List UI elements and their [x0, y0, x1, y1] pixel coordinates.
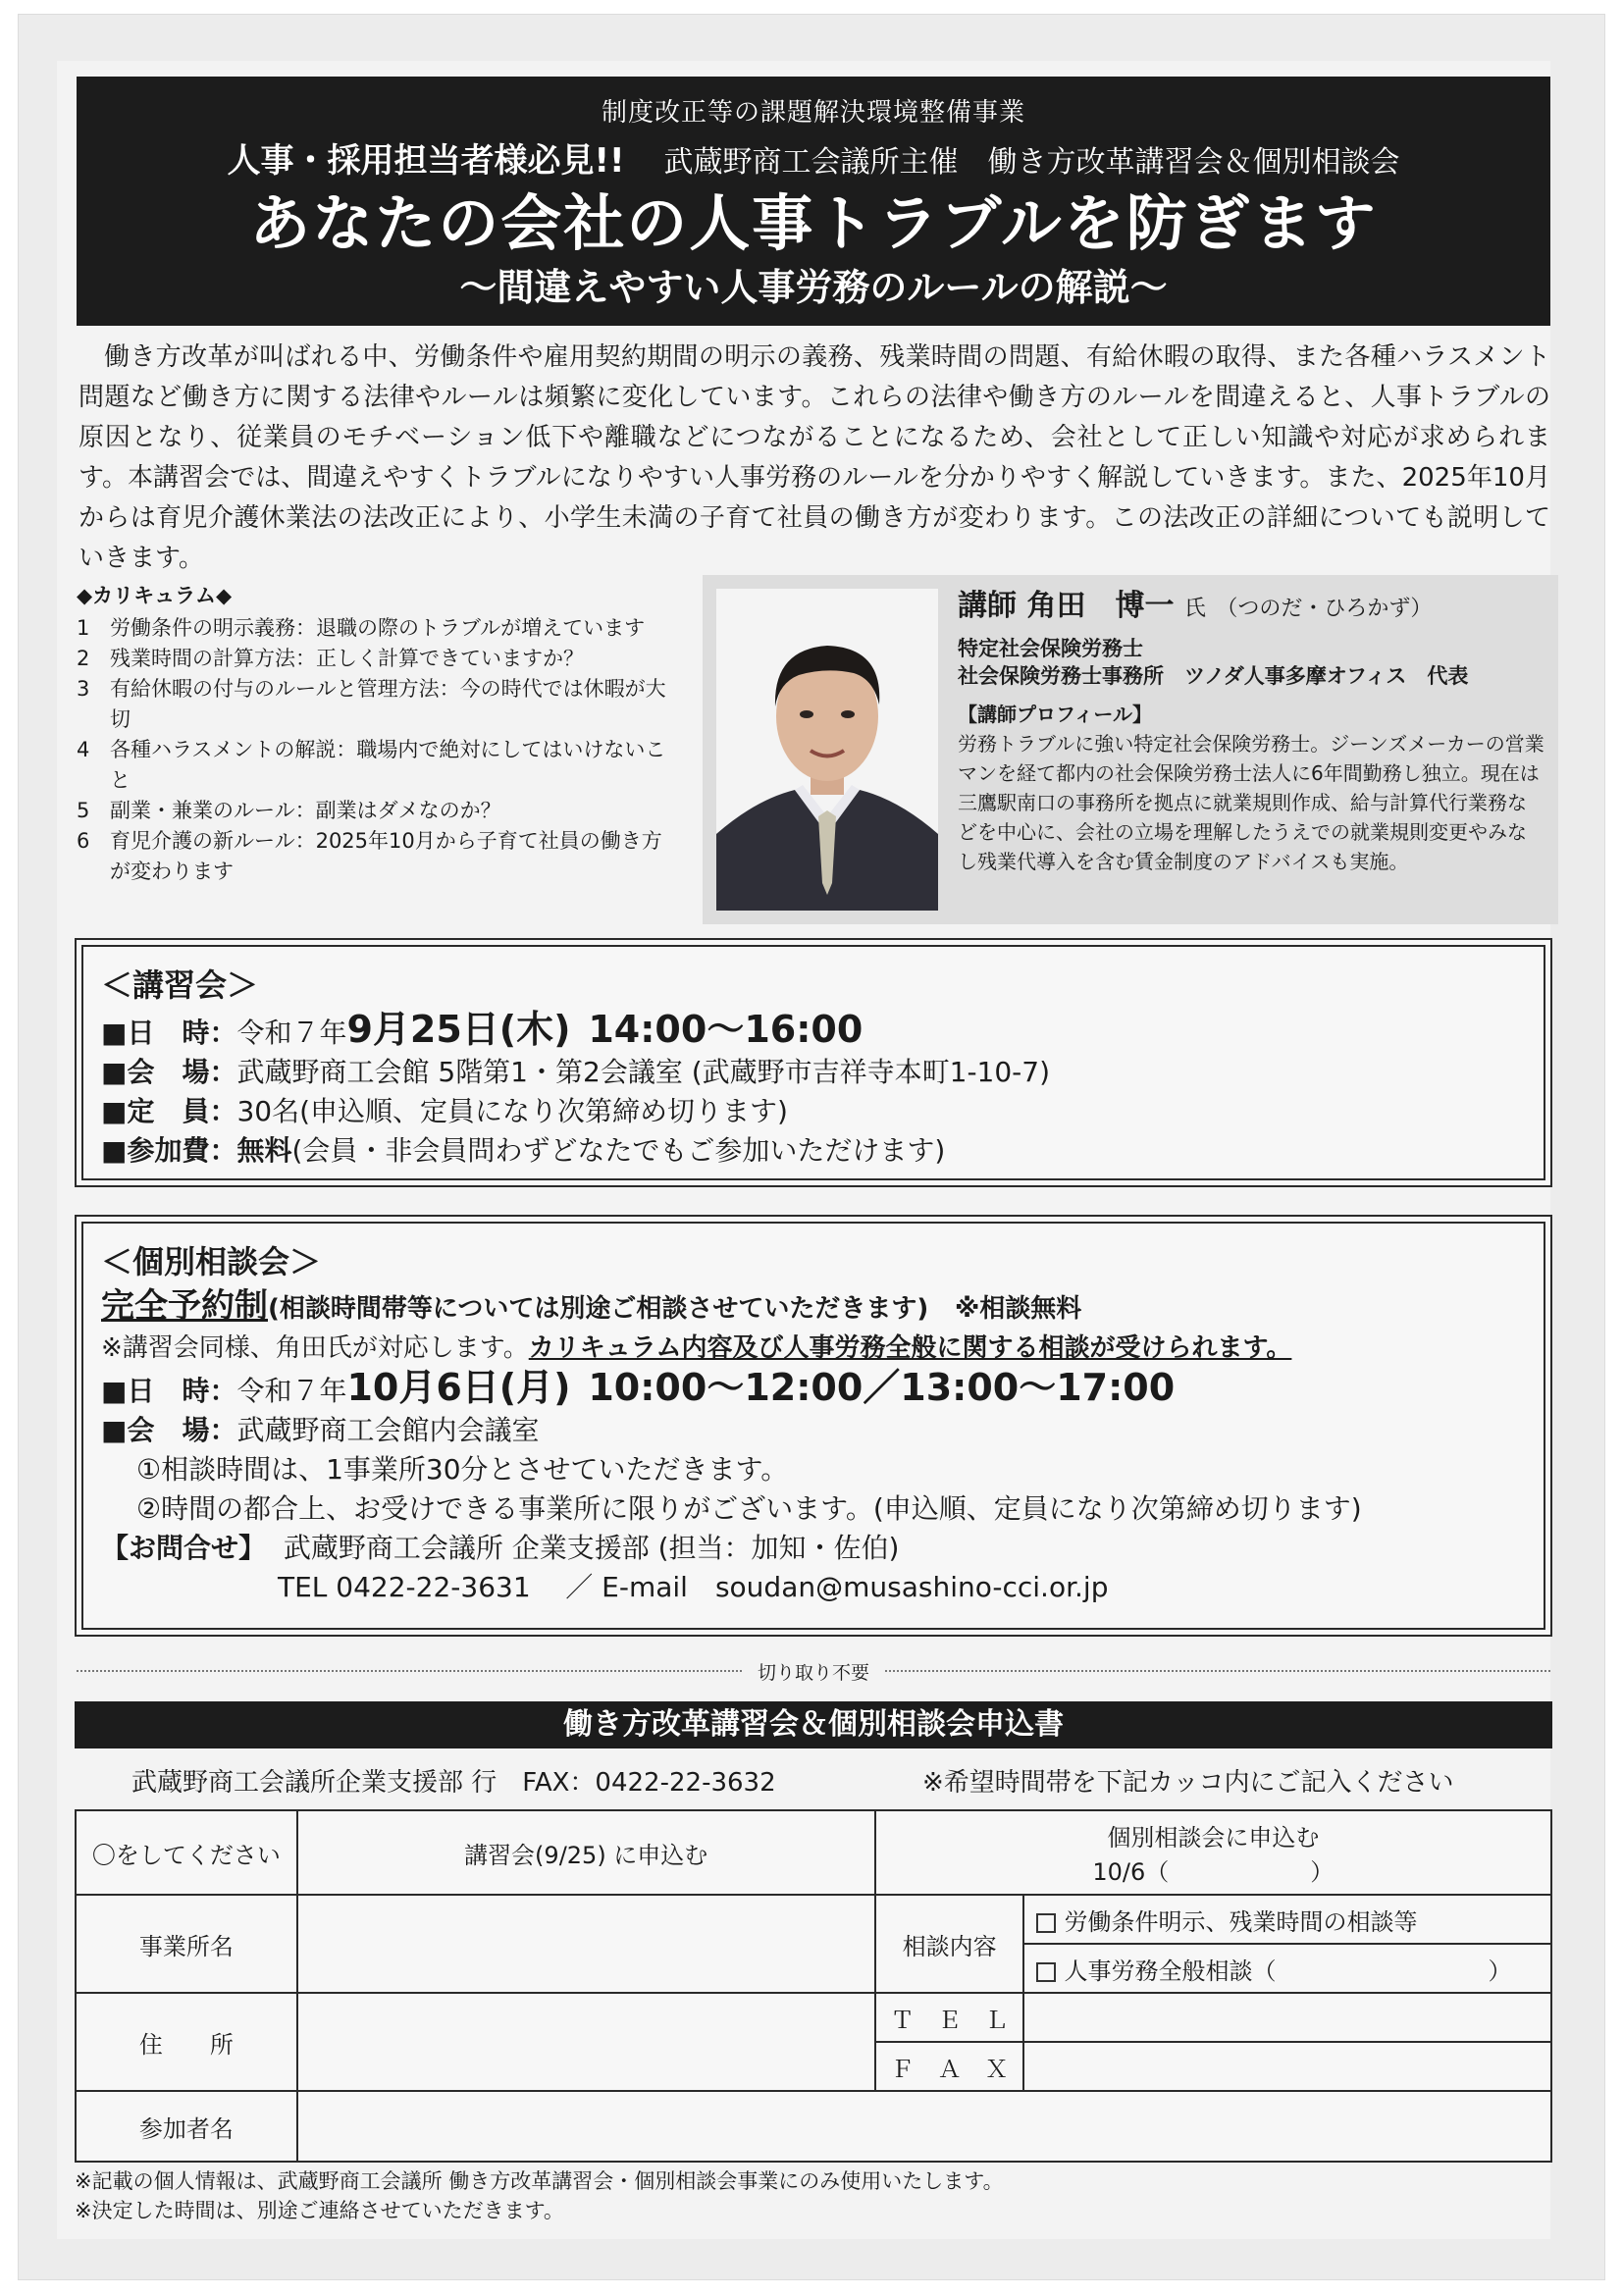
lecturer-panel: [703, 575, 1558, 924]
header-banner: [77, 77, 1550, 326]
seminar-box: [75, 938, 1552, 1187]
form-recipient: 武蔵野商工会議所企業支援部 行 FAX：0422-22-3632: [131, 1768, 776, 1798]
consult-heading: ＜個別相談会＞: [101, 1243, 322, 1280]
consult-date-row: ■日 時：令和７年10月6日(月) 10:00～12:00／13:00～17:00: [101, 1366, 1176, 1409]
curriculum-item: 4 各種ハラスメントの解説：職場内で絶対にしてはいけないこと: [77, 738, 666, 792]
lead-text: 人事・採用担当者様必見!!: [227, 141, 625, 181]
consult-venue-row: ■会 場：武蔵野商工会館内会議室: [101, 1414, 540, 1446]
organizer-text: 武蔵野商工会議所主催 働き方改革講習会＆個別相談会: [663, 145, 1400, 180]
profile-text: 労務トラブルに強い特定社会保険労務士。ジーンズメーカーの営業マンを経て都内の社会保険労務士法人に6年間勤務し独立。現在は三鷹駅南口の事務所を拠点に就業規則作成、給与計算代行業務などを中心に、会社の立場を理解したうえでの就業規則変更やみなし残業代導入を含む賃金制度のアドバイスも実施。: [958, 732, 1544, 873]
option-working-conditions[interactable]: 労働条件明示、残業時間の相談等: [1023, 1895, 1551, 1944]
privacy-note: ※記載の個人情報は、武蔵野商工会議所 働き方改革講習会・個別相談会事業にのみ使用いたします。: [75, 2169, 1004, 2193]
seminar-venue-row: ■会 場：武蔵野商工会館 5階第1・第2会議室 (武蔵野市吉祥寺本町1-10-7): [101, 1056, 1051, 1088]
page-title: あなたの会社の人事トラブルを防ぎます: [249, 187, 1378, 259]
curriculum-item: 5 副業・兼業のルール：副業はダメなのか？: [77, 799, 501, 822]
form-title: 働き方改革講習会＆個別相談会申込書: [75, 1701, 1552, 1748]
program-name: 制度改正等の課題解決環境整備事業: [601, 98, 1025, 128]
curriculum-item: 3 有給休暇の付与のルールと管理方法：今の時代では休暇が大切: [77, 677, 666, 731]
seminar-date: 9月25日(木): [346, 1008, 571, 1051]
checkbox[interactable]: [1036, 1913, 1056, 1933]
profile-heading: 【講師プロフィール】: [958, 703, 1152, 726]
consult-slot-field[interactable]: 10/6（ ）: [1092, 1858, 1335, 1886]
consultation-box: [75, 1215, 1552, 1637]
consult-note2: ②時間の都合上、お受けできる事業所に限りがございます。(申込順、定員になり次第締め切ります): [136, 1492, 1362, 1525]
option-general-hr[interactable]: 人事労務全般相談（ ）: [1023, 1944, 1551, 1993]
curriculum-title: ◆カリキュラム◆: [77, 584, 233, 607]
attendee-label: 参加者名: [76, 2091, 297, 2162]
company-label: 事業所名: [76, 1895, 297, 1993]
page-subtitle: ～間違えやすい人事労務のルールの解説～: [459, 266, 1168, 309]
schedule-note: ※決定した時間は、別途ご連絡させていただきます。: [75, 2199, 564, 2222]
reservation-row: 完全予約制(相談時間帯等については別途ご相談させていただきます) ※相談無料: [101, 1286, 1082, 1326]
seminar-date-row: ■日 時：令和７年9月25日(木) 14:00～16:00: [101, 1008, 864, 1051]
mark-instruction: 〇をしてください: [76, 1810, 297, 1895]
lecturer-photo: [716, 589, 938, 911]
lecturer-name: 角田 博一: [1026, 589, 1175, 623]
tel-field[interactable]: [1023, 1993, 1551, 2042]
consult-time: 10:00～12:00／13:00～17:00: [588, 1366, 1176, 1409]
intro-paragraph: 働き方改革が叫ばれる中、労働条件や雇用契約期間の明示の義務、残業時間の問題、有給休暇の取得、また各種ハラスメント問題など働き方に関する法律やルールは頻繁に変化しています。これらの法律や働き方のルールを間違えると、人事トラブルの原因となり、従業員のモチベーション低下や離職などにつながることになるため、会社として正しい知識や対応が求められます。本講習会では、間違えやすくトラブルになりやすい人事労務のルールを分かりやすく解説していきます。また、2025年10月からは育児介護休業法の法改正により、小学生未満の子育て社員の働き方が変わります。この法改正の詳細についても説明していきます。: [79, 342, 1550, 573]
consult-apply-cell[interactable]: 個別相談会に申込む 10/6（ ）: [875, 1810, 1551, 1895]
curriculum-item: 1 労働条件の明示義務：退職の際のトラブルが増えています: [77, 616, 646, 640]
address-field[interactable]: [297, 1993, 875, 2091]
seminar-apply-cell[interactable]: 講習会(9/25) に申込む: [297, 1810, 875, 1895]
seminar-time: 14:00～16:00: [588, 1008, 864, 1051]
footer-notes: [75, 2166, 1004, 2225]
contact-row: 【お問合せ】 武蔵野商工会議所 企業支援部 (担当：加知・佐伯): [101, 1532, 900, 1564]
lecturer-office: 社会保険労務士事務所 ツノダ人事多摩オフィス 代表: [958, 664, 1469, 688]
curriculum-item: 2 残業時間の計算方法：正しく計算できていますか？: [77, 647, 584, 670]
address-label: 住 所: [76, 1993, 297, 2091]
consult-note1: ①相談時間は、1事業所30分とさせていただきます。: [136, 1453, 789, 1486]
company-field[interactable]: [297, 1895, 875, 1993]
fax-field[interactable]: [1023, 2042, 1551, 2091]
contact-detail-row: [101, 1568, 1544, 1607]
tel-label: Ｔ Ｅ Ｌ: [875, 1993, 1024, 2042]
consult-note-row: ※講習会同様、角田氏が対応します。カリキュラム内容及び人事労務全般に関する相談が受けられます。: [101, 1333, 1292, 1363]
form-note: ※希望時間帯を下記カッコ内にご記入ください: [922, 1768, 1454, 1798]
lecturer-reading: （つのだ・ひろかず）: [1216, 597, 1433, 621]
checkbox[interactable]: [1036, 1962, 1056, 1982]
lecturer-info: [958, 587, 1544, 876]
contact-tel: TEL 0422-22-3631: [278, 1571, 531, 1603]
portrait-image: [716, 589, 938, 911]
curriculum: [77, 581, 675, 887]
seminar-fee-row: ■参加費：無料(会員・非会員問わずどなたでもご参加いただけます): [101, 1134, 946, 1167]
consult-topic-label: 相談内容: [875, 1895, 1024, 1993]
lecturer-title: 特定社会保険労務士: [958, 637, 1143, 660]
application-form: [75, 1809, 1552, 2163]
seminar-heading: ＜講習会＞: [101, 966, 259, 1004]
attendee-field[interactable]: [297, 2091, 1551, 2162]
seminar-capacity-row: ■定 員：30名(申込順、定員になり次第締め切ります): [101, 1095, 788, 1127]
contact-email[interactable]: ／ E-mail soudan@musashino-cci.or.jp: [565, 1571, 1109, 1603]
fax-label: Ｆ Ａ Ｘ: [875, 2042, 1024, 2091]
curriculum-item: 6 育児介護の新ルール：2025年10月から子育て社員の働き方が変わります: [77, 829, 662, 883]
cut-label: 切り取り不要: [744, 1658, 883, 1685]
lecturer-name-line: 講師 角田 博一 氏 （つのだ・ひろかず）: [958, 589, 1433, 623]
consult-date: 10月6日(月): [346, 1366, 571, 1409]
